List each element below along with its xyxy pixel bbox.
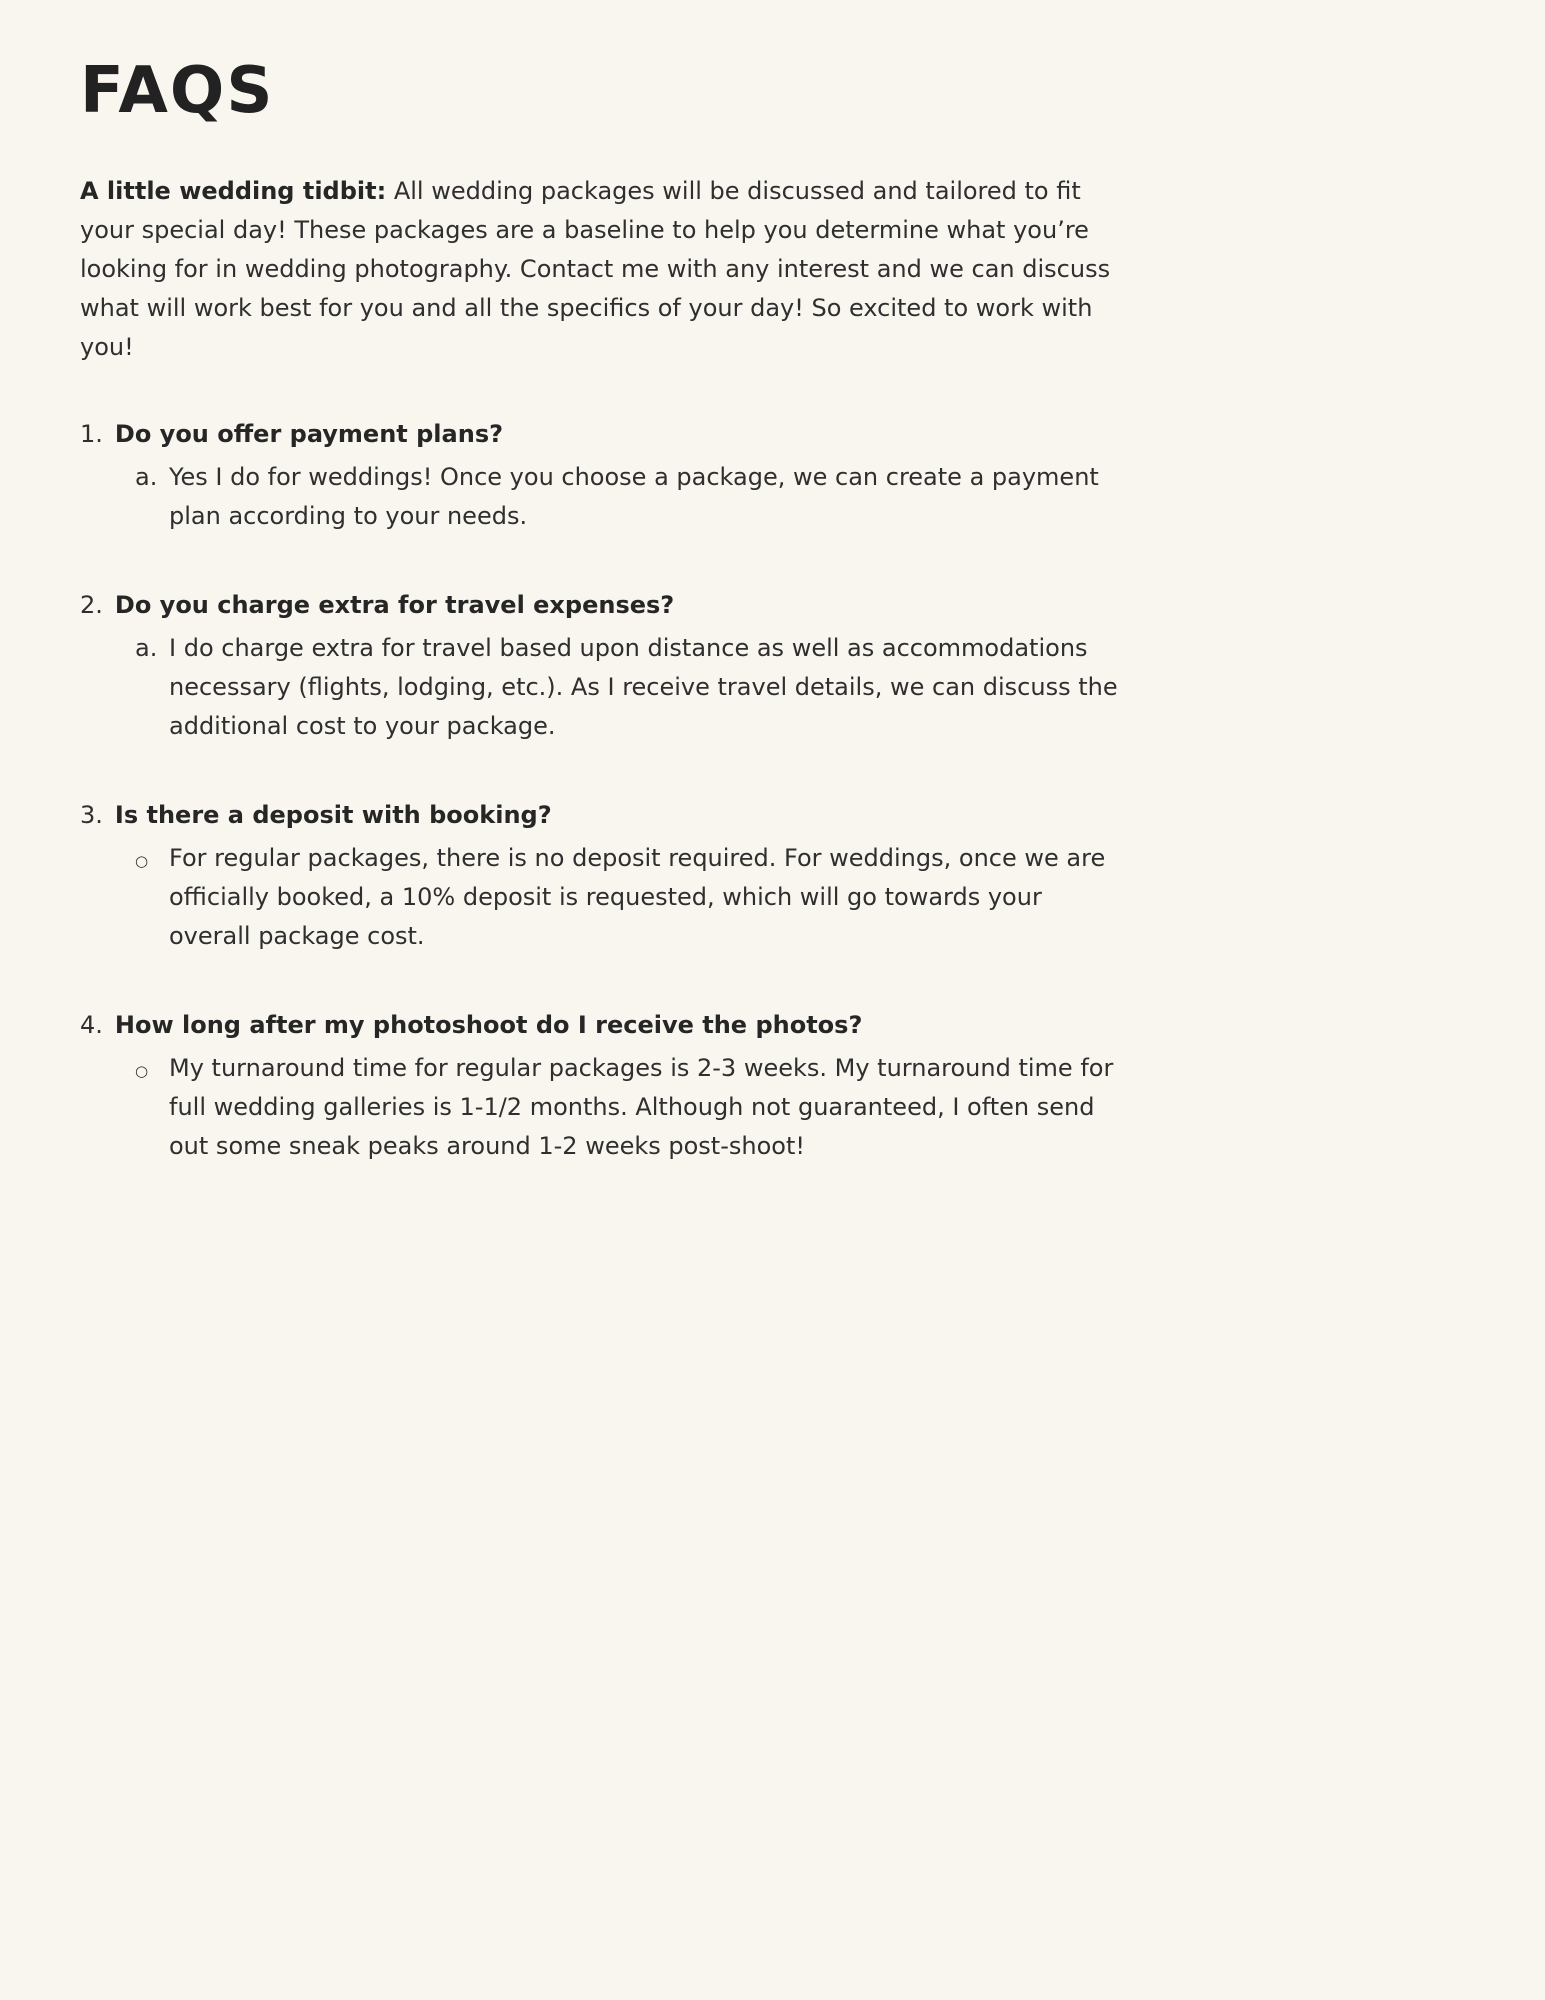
faq-question-text: Do you offer payment plans? bbox=[114, 420, 504, 449]
faq-answer bbox=[80, 1049, 1125, 1166]
faq-item bbox=[80, 586, 1125, 746]
faq-question bbox=[80, 415, 1125, 454]
intro-text: All wedding packages will be discussed and tailored to fit your special day! These packages are a baseline to help you determine what you’re looking for in wedding photography. Contact me with any interest and we can discuss what will work best for you and all the specifics of your day! So excited to work with you! bbox=[80, 177, 1111, 362]
answer-marker: ○ bbox=[135, 852, 149, 871]
answer-marker: ○ bbox=[135, 1062, 149, 1081]
faq-question-text: Do you charge extra for travel expenses? bbox=[114, 591, 675, 620]
faq-answer bbox=[80, 458, 1125, 536]
faq-item bbox=[80, 415, 1125, 536]
answer-text: I do charge extra for travel based upon distance as well as accommodations necessary (flights, lodging, etc.). As I receive travel details, we can discuss the additional cost to your package. bbox=[169, 634, 1118, 741]
faq-question bbox=[80, 586, 1125, 625]
faq-question-text: How long after my photoshoot do I receive the photos? bbox=[114, 1011, 863, 1040]
faq-answer bbox=[80, 839, 1125, 956]
faq-content bbox=[80, 172, 1125, 1166]
faq-question bbox=[80, 1006, 1125, 1045]
faq-question-text: Is there a deposit with booking? bbox=[114, 801, 552, 830]
faq-question bbox=[80, 796, 1125, 835]
faq-item bbox=[80, 1006, 1125, 1166]
answer-text: My turnaround time for regular packages is 2-3 weeks. My turnaround time for full wedding galleries is 1-1/2 months. Although not guaranteed, I often send out some sneak peaks around 1-2 weeks post-shoot! bbox=[169, 1054, 1114, 1161]
answer-marker: a. bbox=[135, 634, 158, 663]
intro-paragraph bbox=[80, 172, 1125, 367]
faq-number: 1. bbox=[80, 420, 103, 449]
faq-answer bbox=[80, 629, 1125, 746]
faq-number: 3. bbox=[80, 801, 103, 830]
faq-number: 4. bbox=[80, 1011, 103, 1040]
answer-text: Yes I do for weddings! Once you choose a package, we can create a payment plan according to your needs. bbox=[169, 463, 1099, 531]
answer-marker: a. bbox=[135, 463, 158, 492]
faq-item bbox=[80, 796, 1125, 956]
page-title: FAQS bbox=[80, 54, 275, 128]
intro-lead: A little wedding tidbit: bbox=[80, 177, 387, 206]
answer-text: For regular packages, there is no deposit required. For weddings, once we are officially booked, a 10% deposit is requested, which will go towards your overall package cost. bbox=[169, 844, 1106, 951]
faq-number: 2. bbox=[80, 591, 103, 620]
